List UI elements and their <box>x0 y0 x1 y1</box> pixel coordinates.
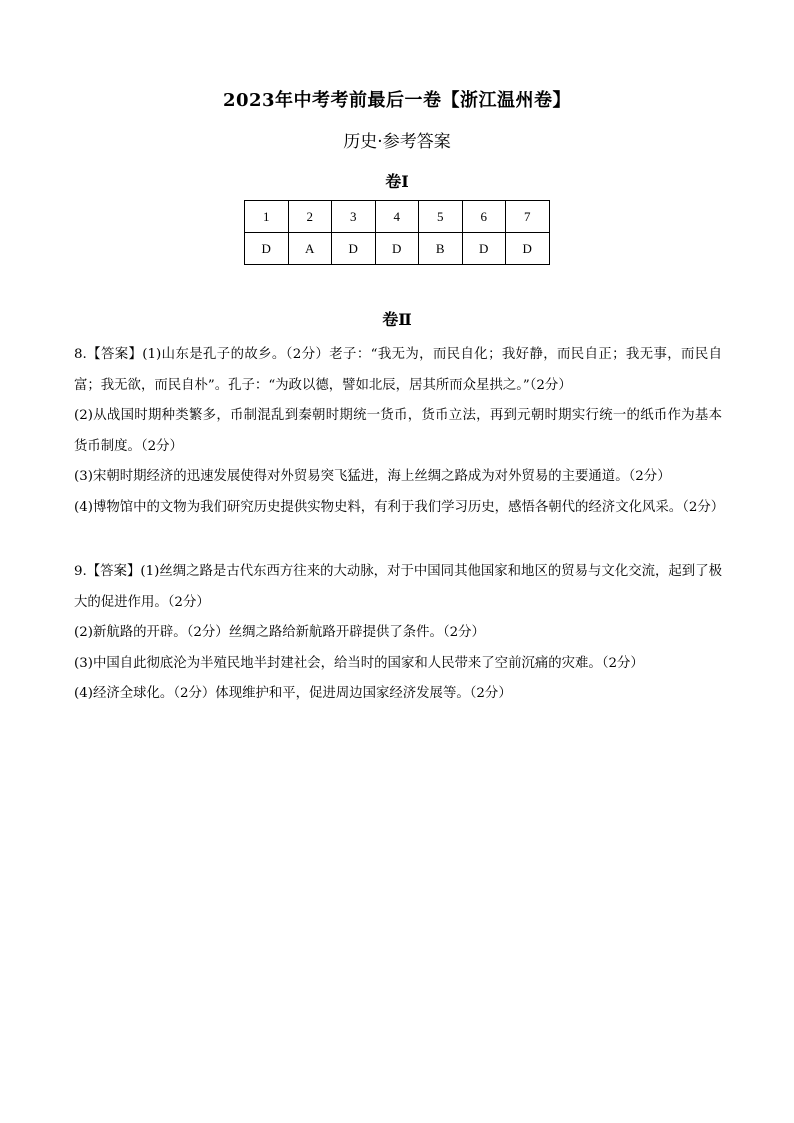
section-1-heading: 卷Ⅰ <box>385 172 409 191</box>
q9-part-1: 9.【答案】(1)丝绸之路是古代东西方往来的大动脉，对于中国同其他国家和地区的贸易与文化交流，起到了极大的促进作用。（2分） <box>74 564 722 610</box>
question-number-cell: 3 <box>332 201 376 233</box>
question-8-answer <box>74 340 725 523</box>
question-number-cell: 7 <box>506 201 550 233</box>
document-title: 2023年中考考前最后一卷【浙江温州卷】 <box>222 90 572 111</box>
q8-part-2: (2)从战国时期种类繁多，币制混乱到秦朝时期统一货币，货币立法，再到元朝时期实行统一的纸币作为基本货币制度。（2分） <box>74 408 722 454</box>
answer-cell: B <box>419 233 463 265</box>
question-number-cell: 4 <box>375 201 419 233</box>
answer-row <box>245 233 550 265</box>
question-number-cell: 2 <box>288 201 332 233</box>
answer-cell: D <box>506 233 550 265</box>
question-number-cell: 6 <box>462 201 506 233</box>
section-2-heading: 卷Ⅱ <box>382 310 412 329</box>
question-9-answer <box>74 557 722 710</box>
q9-part-3: (3)中国自此彻底沦为半殖民地半封建社会，给当时的国家和人民带来了空前沉痛的灾难。（2分） <box>74 655 644 671</box>
q8-part-4: (4)博物馆中的文物为我们研究历史提供实物史料，有利于我们学习历史，感悟各朝代的经济文化风采。（2分） <box>74 499 725 515</box>
q9-part-4: (4)经济全球化。（2分）体现维护和平，促进周边国家经济发展等。（2分） <box>74 686 512 701</box>
answer-cell: D <box>245 233 289 265</box>
q9-part-2: (2)新航路的开辟。（2分）丝绸之路给新航路开辟提供了条件。（2分） <box>74 625 485 640</box>
document-subtitle: 历史·参考答案 <box>343 132 451 152</box>
multiple-choice-answer-table <box>244 200 550 265</box>
answer-cell: D <box>332 233 376 265</box>
answer-cell: A <box>288 233 332 265</box>
question-number-row <box>245 201 550 233</box>
question-number-cell: 1 <box>245 201 289 233</box>
q8-part-3: (3)宋朝时期经济的迅速发展使得对外贸易突飞猛进，海上丝绸之路成为对外贸易的主要通道。（2分） <box>74 469 671 484</box>
question-number-cell: 5 <box>419 201 463 233</box>
answer-cell: D <box>462 233 506 265</box>
answer-cell: D <box>375 233 419 265</box>
q8-part-1: 8.【答案】(1)山东是孔子的故乡。（2分）老子：“我无为，而民自化；我好静，而民自正；我无事，而民自富；我无欲，而民自朴”。孔子：“为政以德，譬如北辰，居其所而众星拱之。”（2分） <box>74 347 722 393</box>
